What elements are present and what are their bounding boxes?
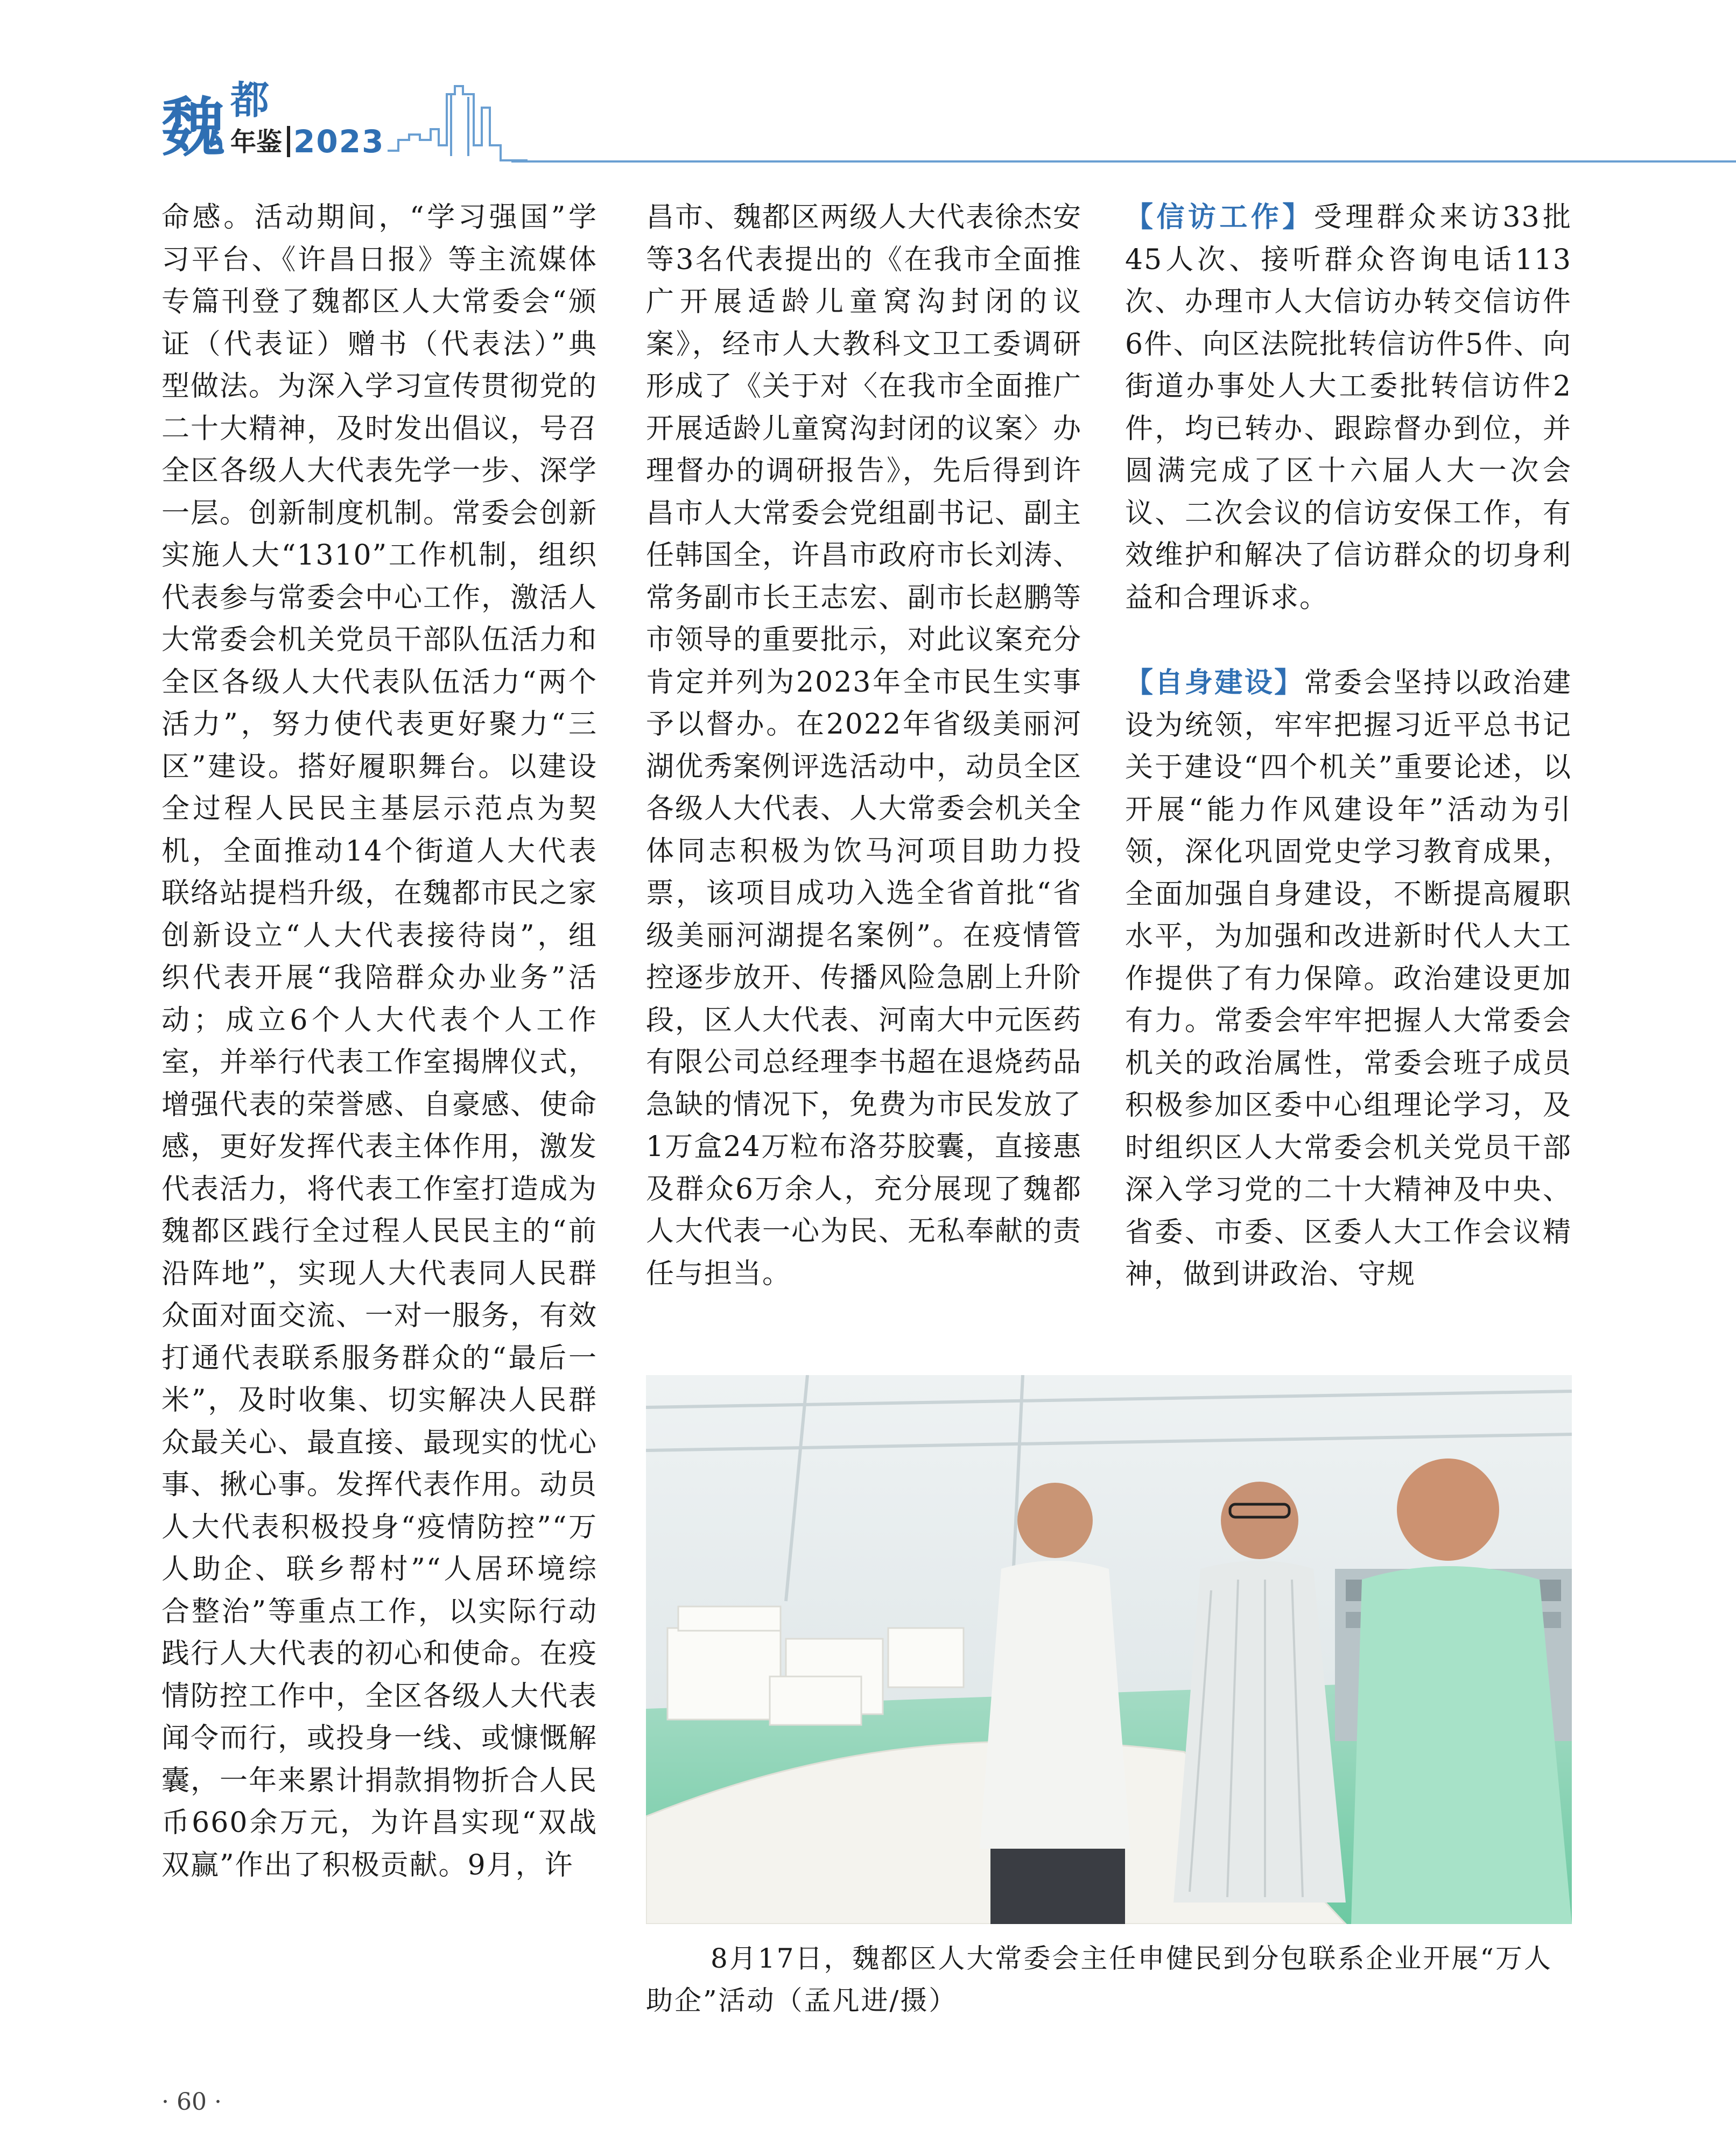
section-letters-visits xyxy=(1125,196,1572,619)
text-column-2 xyxy=(646,196,1082,1295)
text-column-1 xyxy=(161,196,598,1886)
skyline-graphic xyxy=(388,75,528,164)
section-heading-self-building: 【自身建设】 xyxy=(1125,667,1304,699)
logo-label: 年鉴 xyxy=(230,127,283,157)
page-header xyxy=(0,0,1736,172)
section-body-self-building: 常委会坚持以政治建设为统领，牢牢把握习近平总书记关于建设“四个机关”重要论述，以开展“能力作风建设年”活动为引领，深化巩固党史学习教育成果，全面加强自身建设，不断提高履职水平，为加强和改进新时代人大工作提供了有力保障。政治建设更加有力。常委会牢牢把握人大常委会机关的政治属性，常委会班子成员积极参加区委中心组理论学习，及时组织区人大常委会机关党员干部深入学习党的二十大精神及中央、省委、市委、区委人大工作会议精神，做到讲政治、守规 xyxy=(1125,667,1572,1291)
column-2-text: 昌市、魏都区两级人大代表徐杰安等3名代表提出的《在我市全面推广开展适龄儿童窝沟封闭的议案》，经市人大教科文卫工委调研形成了《关于对〈在我市全面推广开展适龄儿童窝沟封闭的议案〉办理督办的调研报告》，先后得到许昌市人大常委会党组副书记、副主任韩国全，许昌市政府市长刘涛、常务副市长王志宏、副市长赵鹏等市领导的重要批示，对此议案充分肯定并列为2023年全市民生实事予以督办。在2022年省级美丽河湖优秀案例评选活动中，动员全区各级人大代表、人大常委会机关全体同志积极为饮马河项目助力投票，该项目成功入选全省首批“省级美丽河湖提名案例”。在疫情管控逐步放开、传播风险急剧上升阶段，区人大代表、河南大中元医药有限公司总经理李书超在退烧药品急缺的情况下，免费为市民发放了1万盒24万粒布洛芬胶囊，直接惠及群众6万余人，充分展现了魏都人大代表一心为民、无私奉献的责任与担当。 xyxy=(646,201,1083,1290)
logo-character-du: 都 xyxy=(230,77,270,123)
page-number: · 60 · xyxy=(161,2088,222,2116)
section-heading-letters-visits: 【信访工作】 xyxy=(1125,201,1314,234)
section-self-building xyxy=(1125,662,1572,1296)
header-rule xyxy=(511,160,1736,163)
logo-character-wei: 魏 xyxy=(161,90,226,165)
section-body-letters-visits: 受理群众来访33批45人次、接听群众咨询电话113次、办理市人大信访办转交信访件6件、向区法院批转信访件5件、向街道办事处人大工委批转信访件2件，均已转办、跟踪督办到位，并圆满完成了区十六届人大一次会议、二次会议的信访安保工作，有效维护和解决了信访群众的切身利益和合理诉求。 xyxy=(1125,201,1572,614)
logo-divider xyxy=(287,126,290,157)
column-1-text: 命感。活动期间，“学习强国”学习平台、《许昌日报》等主流媒体专篇刊登了魏都区人大常委会“颁证（代表证）赠书（代表法）”典型做法。为深入学习宣传贯彻党的二十大精神，及时发出倡议，号召全区各级人大代表先学一步、深学一层。创新制度机制。常委会创新实施人大“1310”工作机制，组织代表参与常委会中心工作，激活人大常委会机关党员干部队伍活力和全区各级人大代表队伍活力“两个活力”，努力使代表更好聚力“三区”建设。搭好履职舞台。以建设全过程人民民主基层示范点为契机，全面推动14个街道人大代表联络站提档升级，在魏都市民之家创新设立“人大代表接待岗”，组织代表开展“我陪群众办业务”活动；成立6个人大代表个人工作室，并举行代表工作室揭牌仪式，增强代表的荣誉感、自豪感、使命感，更好发挥代表主体作用，激发代表活力，将代表工作室打造成为魏都区践行全过程人民民主的“前沿阵地”，实现人大代表同人民群众面对面交流、一对一服务，有效打通代表联系服务群众的“最后一米”，及时收集、切实解决人民群众最关心、最直接、最现实的忧心事、揪心事。发挥代表作用。动员人大代表积极投身“疫情防控”“万人助企、联乡帮村”“人居环境综合整治”等重点工作，以实际行动践行人大代表的初心和使命。在疫情防控工作中，全区各级人大代表闻令而行，或投身一线、或慷慨解囊，一年来累计捐款捐物折合人民币660余万元，为许昌实现“双战双赢”作出了积极贡献。9月，许 xyxy=(161,201,598,1882)
logo-year: 2023 xyxy=(293,123,385,160)
text-column-3 xyxy=(1125,196,1572,1296)
photo-caption xyxy=(646,1937,1572,2021)
photo-illustration xyxy=(646,1375,1572,1924)
caption-line-1: 8月17日，魏都区人大常委会主任申健民到分包联系企业开展“万人 xyxy=(711,1943,1552,1974)
section-gap xyxy=(1125,619,1572,662)
factory-visit-photo xyxy=(646,1375,1572,1924)
caption-line-2: 助企”活动（孟凡进/摄） xyxy=(646,1985,958,2016)
